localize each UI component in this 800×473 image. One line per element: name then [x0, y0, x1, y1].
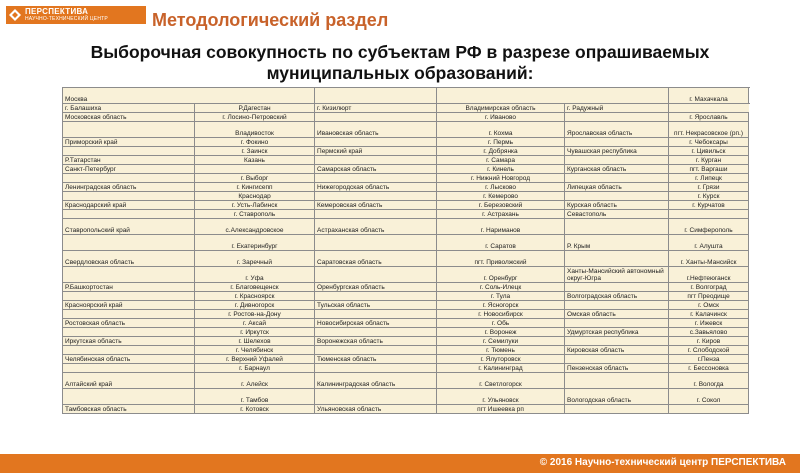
municipality-cell: с.Александровское — [195, 219, 315, 235]
region-cell — [63, 346, 195, 355]
table-row — [63, 201, 749, 210]
municipality-cell: г. Ульяновск — [437, 389, 565, 405]
municipality-cell: г. Тула — [437, 292, 565, 301]
municipality-cell: г. Калачинск — [669, 310, 749, 319]
region-cell — [565, 219, 669, 235]
region-cell: Вологодская область — [565, 389, 669, 405]
municipality-cell: г. Чебоксары — [669, 138, 749, 147]
region-cell: Алтайский край — [63, 373, 195, 389]
region-cell — [315, 267, 437, 283]
municipality-cell: с.Завьялово — [669, 328, 749, 337]
municipality-cell: г. Курск — [669, 192, 749, 201]
table-row — [63, 113, 749, 122]
region-cell: Севастополь — [565, 210, 669, 219]
region-cell — [315, 192, 437, 201]
sample-table — [62, 87, 749, 414]
region-cell — [565, 373, 669, 389]
region-cell: Ростовская область — [63, 319, 195, 328]
table-row — [63, 337, 749, 346]
municipality-cell: пгт. Варгаши — [669, 165, 749, 174]
municipality-cell: г. Кемерово — [437, 192, 565, 201]
region-cell — [315, 389, 437, 405]
region-cell: Москва — [63, 88, 315, 104]
region-cell — [565, 251, 669, 267]
municipality-cell: г. Ярославль — [669, 113, 749, 122]
municipality-cell: г. Самара — [437, 156, 565, 165]
region-cell: Ивановская область — [315, 122, 437, 138]
region-cell — [315, 235, 437, 251]
municipality-cell: г. Симферополь — [669, 219, 749, 235]
municipality-cell: г. Иваново — [437, 113, 565, 122]
municipality-cell: г. Калининград — [437, 364, 565, 373]
region-cell — [63, 235, 195, 251]
region-cell: Новосибирская область — [315, 319, 437, 328]
region-cell: Саратовская область — [315, 251, 437, 267]
region-cell — [63, 210, 195, 219]
municipality-cell — [669, 210, 749, 219]
page-title: Выборочная совокупность по субъектам РФ в разрезе опрашиваемых муниципальных образований: — [90, 42, 710, 83]
region-cell: Ставропольский край — [63, 219, 195, 235]
region-cell — [63, 292, 195, 301]
region-cell — [565, 192, 669, 201]
municipality-cell: г. Тюмень — [437, 346, 565, 355]
municipality-cell: г. Курчатов — [669, 201, 749, 210]
region-cell — [315, 364, 437, 373]
region-cell: Самарская область — [315, 165, 437, 174]
municipality-cell: г. Челябинск — [195, 346, 315, 355]
table-row — [63, 346, 749, 355]
footer — [0, 454, 800, 473]
region-cell — [63, 389, 195, 405]
region-cell: Удмуртская республика — [565, 328, 669, 337]
region-cell: Р.Татарстан — [63, 156, 195, 165]
municipality-cell: г.Нефтеюганск — [669, 267, 749, 283]
region-cell — [565, 283, 669, 292]
municipality-cell: г. Котовск — [195, 405, 315, 414]
table-row — [63, 192, 749, 201]
region-cell: Нижегородская область — [315, 183, 437, 192]
municipality-cell — [669, 405, 749, 414]
municipality-cell: г. Ростов-на-Дону — [195, 310, 315, 319]
table-row — [63, 373, 749, 389]
region-cell: Воронежская область — [315, 337, 437, 346]
municipality-cell: г. Барнаул — [195, 364, 315, 373]
region-cell: Чувашская республика — [565, 147, 669, 156]
municipality-cell: Владимирская область — [437, 104, 565, 113]
municipality-cell: г. Ясногорск — [437, 301, 565, 310]
region-cell: г. Радужный — [565, 104, 669, 113]
table-row — [63, 104, 749, 113]
region-cell — [63, 328, 195, 337]
table-row — [63, 138, 749, 147]
municipality-cell: г. Алейск — [195, 373, 315, 389]
table-row — [63, 405, 749, 414]
municipality-cell: г. Махачкала — [669, 88, 749, 104]
municipality-cell: г. Ставрополь — [195, 210, 315, 219]
region-cell: Тюменская область — [315, 355, 437, 364]
municipality-cell: г. Астрахань — [437, 210, 565, 219]
municipality-cell: г. Киров — [669, 337, 749, 346]
table-row — [63, 183, 749, 192]
municipality-cell: г. Нариманов — [437, 219, 565, 235]
logo-subtitle: НАУЧНО-ТЕХНИЧЕСКИЙ ЦЕНТР — [25, 16, 108, 22]
municipality-cell: г.Пенза — [669, 355, 749, 364]
municipality-cell: Краснодар — [195, 192, 315, 201]
municipality-cell: Р.Дагестан — [195, 104, 315, 113]
table-row — [63, 122, 749, 138]
table-row — [63, 319, 749, 328]
municipality-cell: г. Екатеринбург — [195, 235, 315, 251]
municipality-cell: г. Лысково — [437, 183, 565, 192]
region-cell: Приморский край — [63, 138, 195, 147]
municipality-cell: г. Добрянка — [437, 147, 565, 156]
region-cell — [63, 192, 195, 201]
municipality-cell: г. Заречный — [195, 251, 315, 267]
municipality-cell: г. Аксай — [195, 319, 315, 328]
region-cell — [565, 113, 669, 122]
region-cell: Курганская область — [565, 165, 669, 174]
region-cell — [315, 310, 437, 319]
region-cell: Р. Крым — [565, 235, 669, 251]
municipality-cell: г. Саратов — [437, 235, 565, 251]
municipality-cell: г. Соль-Илецк — [437, 283, 565, 292]
municipality-cell: г. Сокол — [669, 389, 749, 405]
region-cell — [315, 292, 437, 301]
region-cell — [315, 156, 437, 165]
municipality-cell: г. Уфа — [195, 267, 315, 283]
municipality-cell: г. Светлогорск — [437, 373, 565, 389]
table-row — [63, 310, 749, 319]
region-cell: Липецкая область — [565, 183, 669, 192]
region-cell: Тульская область — [315, 301, 437, 310]
table-row — [63, 156, 749, 165]
region-cell — [565, 319, 669, 328]
municipality-cell: г. Бессоновка — [669, 364, 749, 373]
sample-table-container — [62, 87, 748, 414]
table-row — [63, 328, 749, 337]
region-cell: Челябинская область — [63, 355, 195, 364]
region-cell: Пензенская область — [565, 364, 669, 373]
region-cell — [63, 147, 195, 156]
municipality-cell: г. Пермь — [437, 138, 565, 147]
table-row — [63, 165, 749, 174]
region-cell: Московская область — [63, 113, 195, 122]
municipality-cell — [195, 165, 315, 174]
table-row — [63, 301, 749, 310]
region-cell: Р.Башкортостан — [63, 283, 195, 292]
region-cell: Тамбовская область — [63, 405, 195, 414]
table-row — [63, 219, 749, 235]
municipality-cell: г. Ижевск — [669, 319, 749, 328]
municipality-cell: г. Ханты-Мансийск — [669, 251, 749, 267]
table-row — [63, 355, 749, 364]
municipality-cell: пгт Преодище — [669, 292, 749, 301]
municipality-cell: г. Тамбов — [195, 389, 315, 405]
region-cell — [565, 355, 669, 364]
region-cell: Красноярский край — [63, 301, 195, 310]
region-cell — [315, 174, 437, 183]
region-cell: Калининградская область — [315, 373, 437, 389]
company-logo — [6, 6, 146, 24]
region-cell: Ульяновская область — [315, 405, 437, 414]
region-cell: Иркутская область — [63, 337, 195, 346]
municipality-cell: г. Выборг — [195, 174, 315, 183]
municipality-cell: г. Благовещенск — [195, 283, 315, 292]
region-cell — [63, 267, 195, 283]
region-cell — [565, 174, 669, 183]
municipality-cell: пгт Ишеевка рп — [437, 405, 565, 414]
region-cell — [565, 301, 669, 310]
municipality-cell: г. Шелехов — [195, 337, 315, 346]
table-row — [63, 235, 749, 251]
region-cell: Пермский край — [315, 147, 437, 156]
municipality-cell: г. Цивильск — [669, 147, 749, 156]
municipality-cell: г. Новосибирск — [437, 310, 565, 319]
municipality-cell: г. Вологда — [669, 373, 749, 389]
region-cell: Кировская область — [565, 346, 669, 355]
region-cell — [565, 156, 669, 165]
region-cell: Ханты-Мансийский автономный округ-Югра — [565, 267, 669, 283]
table-row — [63, 389, 749, 405]
table-row — [63, 174, 749, 183]
table-row — [63, 210, 749, 219]
region-cell — [315, 328, 437, 337]
region-cell — [315, 113, 437, 122]
table-row — [63, 283, 749, 292]
municipality-cell: г. Липецк — [669, 174, 749, 183]
municipality-cell: Владивосток — [195, 122, 315, 138]
table-row — [63, 267, 749, 283]
region-cell — [315, 88, 437, 104]
municipality-cell: г. Иркутск — [195, 328, 315, 337]
municipality-cell: г. Верхний Уфалей — [195, 355, 315, 364]
region-cell — [63, 364, 195, 373]
municipality-cell: г. Воронеж — [437, 328, 565, 337]
section-title: Методологический раздел — [152, 10, 389, 30]
municipality-cell: г. Кинель — [437, 165, 565, 174]
region-cell — [63, 122, 195, 138]
region-cell: Омская область — [565, 310, 669, 319]
municipality-cell: г. Слободской — [669, 346, 749, 355]
region-cell: г. Кизилюрт — [315, 104, 437, 113]
municipality-cell: г. Омск — [669, 301, 749, 310]
municipality-cell: г. Оренбург — [437, 267, 565, 283]
municipality-cell: г. Березовский — [437, 201, 565, 210]
region-cell: г. Балашиха — [63, 104, 195, 113]
logo-name: ПЕРСПЕКТИВА — [25, 7, 89, 16]
municipality-cell: пгт. Некрасовское (рп.) — [669, 122, 749, 138]
region-cell — [565, 138, 669, 147]
municipality-cell: г. Курган — [669, 156, 749, 165]
municipality-cell: г. Волгоград — [669, 283, 749, 292]
municipality-cell: г. Заинск — [195, 147, 315, 156]
municipality-cell: г. Кохма — [437, 122, 565, 138]
municipality-cell — [437, 88, 669, 104]
municipality-cell: г. Алушта — [669, 235, 749, 251]
region-cell: Свердловская область — [63, 251, 195, 267]
region-cell — [315, 210, 437, 219]
municipality-cell: пгт. Приволжский — [437, 251, 565, 267]
table-row — [63, 88, 749, 104]
region-cell: Оренбургская область — [315, 283, 437, 292]
municipality-cell: г. Кингисепп — [195, 183, 315, 192]
table-row — [63, 147, 749, 156]
region-cell: Астраханская область — [315, 219, 437, 235]
footer-copyright: © 2016 Научно-технический центр ПЕРСПЕКТИВА — [539, 457, 786, 468]
table-row — [63, 292, 749, 301]
region-cell: Ленинградская область — [63, 183, 195, 192]
municipality-cell: Казань — [195, 156, 315, 165]
municipality-cell: г. Лосино-Петровский — [195, 113, 315, 122]
municipality-cell: г. Фокино — [195, 138, 315, 147]
region-cell: Курская область — [565, 201, 669, 210]
region-cell — [565, 405, 669, 414]
region-cell: Кемеровская область — [315, 201, 437, 210]
municipality-cell: г. Нижний Новгород — [437, 174, 565, 183]
region-cell — [315, 346, 437, 355]
municipality-cell: г. Ялуторовск — [437, 355, 565, 364]
municipality-cell: г. Грязи — [669, 183, 749, 192]
municipality-cell: г. Дивногорск — [195, 301, 315, 310]
municipality-cell: г. Обь — [437, 319, 565, 328]
region-cell: Краснодарский край — [63, 201, 195, 210]
region-cell — [315, 138, 437, 147]
municipality-cell: г. Семилуки — [437, 337, 565, 346]
table-row — [63, 364, 749, 373]
region-cell — [63, 310, 195, 319]
region-cell — [565, 337, 669, 346]
region-cell: Санкт-Петербург — [63, 165, 195, 174]
region-cell — [63, 174, 195, 183]
municipality-cell: г. Усть-Лабинск — [195, 201, 315, 210]
logo-diamond-icon — [9, 9, 21, 21]
table-row — [63, 251, 749, 267]
region-cell: Ярославская область — [565, 122, 669, 138]
region-cell: Волгоградская область — [565, 292, 669, 301]
municipality-cell: г. Красноярск — [195, 292, 315, 301]
